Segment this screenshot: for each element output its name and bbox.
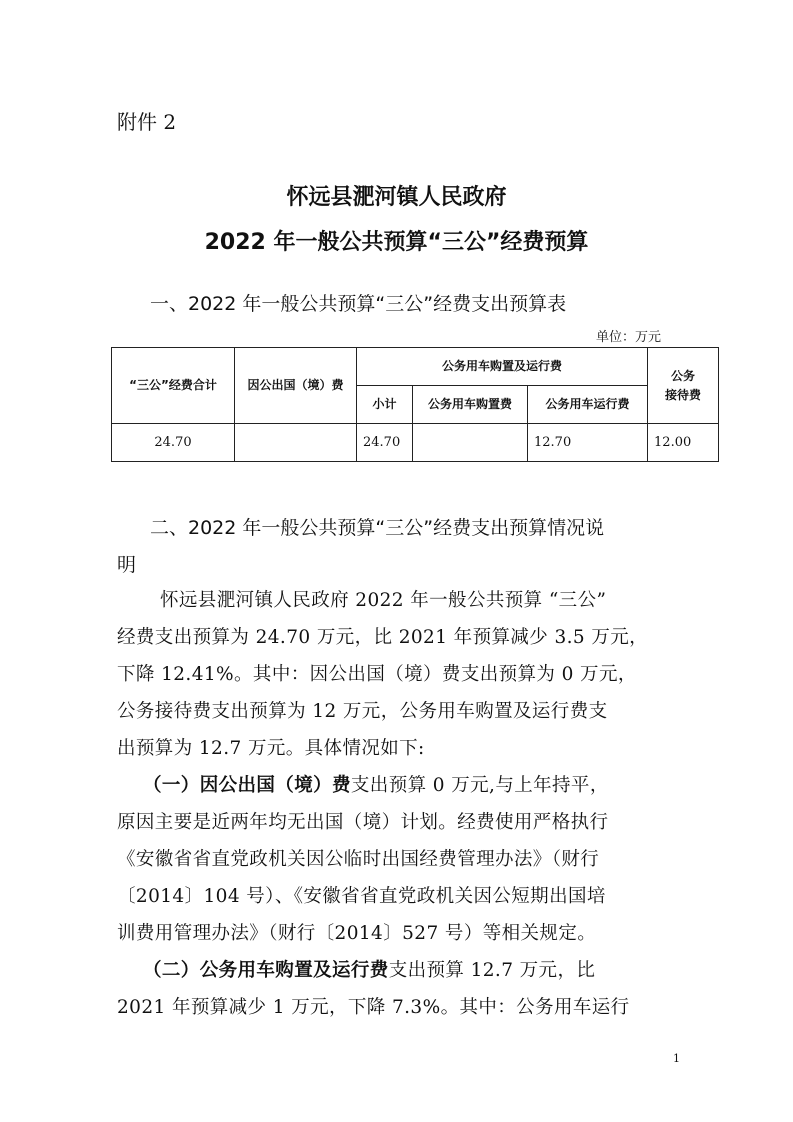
section2-heading-line1: 二、2022 年一般公共预算“三公”经费支出预算情况说 [150,517,605,539]
paragraph-line: 出预算为 12.7 万元。具体情况如下: [117,738,425,759]
paragraph-line: 怀远县淝河镇人民政府 2022 年一般公共预算 “三公” [160,590,607,611]
paragraph-line: 训费用管理办法》（财行〔2014〕527 号）等相关规定。 [117,923,597,944]
header-vehicle-operation: 公务用车运行费 [528,386,648,424]
section1-heading: 一、2022 年一般公共预算“三公”经费支出预算表 [150,293,567,315]
subsection-abroad-text: 支出预算 0 万元,与上年持平， [350,775,609,796]
header-reception-line1: 公务 [671,368,696,383]
paragraph-line: 原因主要是近两年均无出国（境）计划。经费使用严格执行 [117,812,609,833]
attachment-label: 附件 2 [117,110,177,134]
paragraph-line: 公务接待费支出预算为 12 万元，公务用车购置及运行费支 [117,701,608,722]
header-vehicle-group: 公务用车购置及运行费 [357,348,648,386]
cell-vehicle-subtotal: 24.70 [357,424,413,462]
budget-table [111,347,719,462]
paragraph-line: 经费支出预算为 24.70 万元，比 2021 年预算减少 3.5 万元， [117,627,649,648]
table-row [112,424,719,462]
cell-vehicle-operation: 12.70 [528,424,648,462]
document-title-line2: 2022 年一般公共预算“三公”经费预算 [204,230,589,255]
header-abroad: 因公出国（境）费 [235,348,357,424]
unit-label: 单位：万元 [596,330,662,345]
header-vehicle-purchase: 公务用车购置费 [413,386,528,424]
section2-heading-line2: 明 [117,554,137,576]
header-reception [648,348,719,424]
paragraph-line: 2021 年预算减少 1 万元，下降 7.3%。其中：公务用车运行 [117,997,630,1018]
paragraph-line: 《安徽省省直党政机关因公临时出国经费管理办法》（财行 [117,849,600,870]
subsection-vehicle-title: （二）公务用车购置及运行费 [143,960,389,981]
paragraph-line: 〔2014〕104 号）、《安徽省省直党政机关因公短期出国培 [117,886,606,907]
cell-total: 24.70 [112,424,235,462]
paragraph-line: 下降 12.41%。其中：因公出国（境）费支出预算为 0 万元， [117,664,637,685]
cell-abroad [235,424,357,462]
header-vehicle-subtotal: 小计 [357,386,413,424]
paragraph-line [143,956,595,982]
subsection-abroad-title: （一）因公出国（境）费 [143,775,351,796]
subsection-vehicle-text: 支出预算 12.7 万元，比 [388,960,596,981]
cell-reception: 12.00 [648,424,719,462]
header-total: “三公”经费合计 [112,348,235,424]
paragraph-line [143,771,609,797]
document-title-line1: 怀远县淝河镇人民政府 [286,185,507,210]
header-reception-line2: 接待费 [665,387,702,402]
cell-vehicle-purchase [413,424,528,462]
page-number: 1 [673,1052,680,1065]
